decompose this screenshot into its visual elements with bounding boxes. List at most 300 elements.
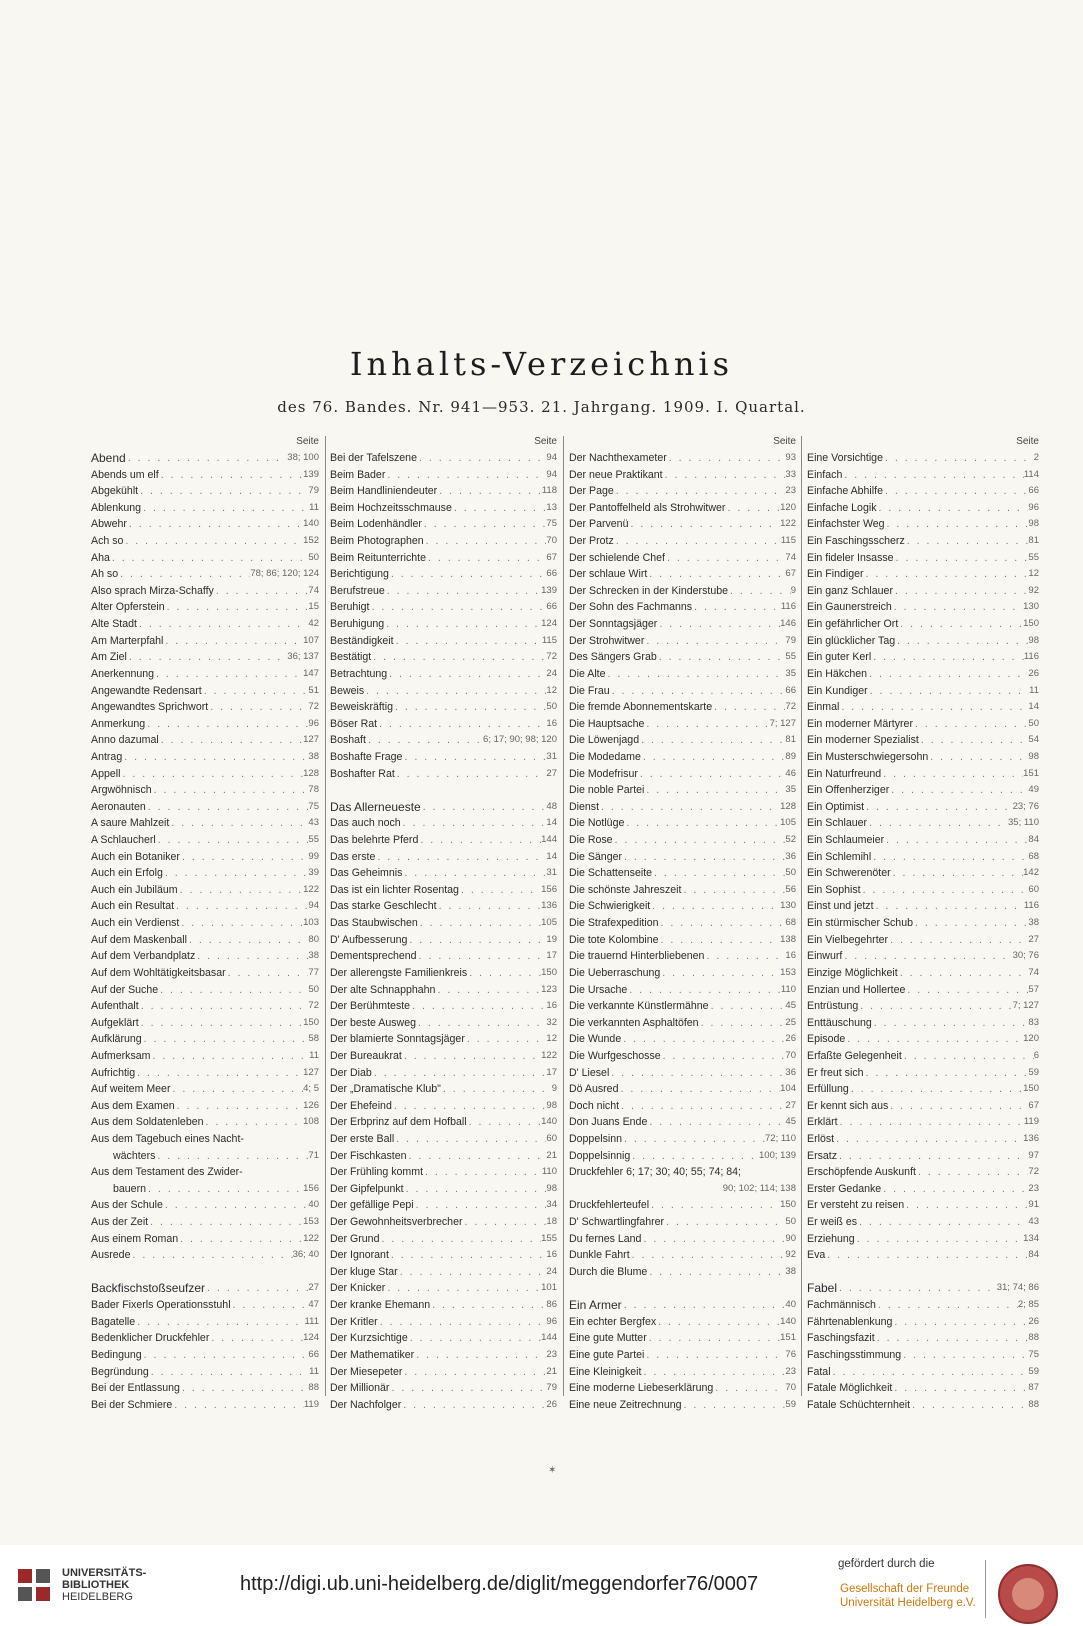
dot-leader	[202, 683, 309, 700]
entry-title: Das Allerneueste	[330, 799, 421, 814]
dot-leader	[366, 732, 483, 749]
index-entry	[330, 699, 557, 716]
entry-page-number: 96	[1028, 501, 1039, 513]
index-entry	[807, 782, 1039, 799]
entry-page-number: 84	[1028, 1249, 1039, 1261]
entry-title: Ein Musterschwiegersohn	[807, 750, 929, 763]
entry-page-number: 12	[546, 1033, 557, 1045]
entry-title: Die verkannte Künstlermähne	[569, 1000, 709, 1013]
index-entry	[91, 799, 319, 816]
entry-title: Der Fischkasten	[330, 1149, 407, 1162]
entry-page-number: 71	[308, 1149, 319, 1161]
index-entry	[330, 1015, 557, 1032]
entry-title: Die Alte	[569, 667, 606, 680]
entry-page-number: 93	[785, 452, 796, 463]
entry-title: Druckfehler 6; 17; 30; 40; 55; 74; 84;	[569, 1166, 741, 1179]
entry-title: Ah so	[91, 568, 119, 581]
entry-page-number: 150	[541, 966, 557, 978]
index-entry	[807, 699, 1039, 716]
dot-leader	[180, 849, 308, 866]
entry-page-number: 4; 5	[303, 1083, 319, 1095]
index-entry	[807, 566, 1039, 583]
dot-leader	[627, 982, 781, 999]
entry-page-number: 144	[541, 1332, 557, 1344]
index-entry	[91, 1247, 319, 1264]
entry-page-number: 46	[785, 767, 796, 779]
index-entry	[91, 1098, 319, 1115]
entry-title: Das ist ein lichter Rosentag	[330, 883, 459, 896]
dot-leader	[402, 749, 546, 766]
entry-title: Aus dem Testament des Zwider-	[91, 1166, 243, 1179]
dot-leader	[393, 699, 546, 716]
entry-title: Beim Lodenhändler	[330, 518, 422, 531]
entry-title: Die Wurfgeschosse	[569, 1049, 661, 1062]
entry-title: Ein Schlaumeier	[807, 834, 885, 847]
dot-leader	[831, 1364, 1029, 1381]
entry-page-number: 124	[303, 1332, 319, 1344]
dot-leader	[385, 1280, 541, 1297]
index-entry	[330, 516, 557, 533]
entry-title: Aha	[91, 551, 110, 564]
entry-title: Der allerengste Familienkreis	[330, 966, 468, 979]
index-entry	[91, 1214, 319, 1231]
index-entry	[91, 782, 319, 799]
entry-title: Einzige Möglichkeit	[807, 966, 898, 979]
entry-title: Faschingsstimmung	[807, 1348, 902, 1361]
entry-title: Einfache Logik	[807, 501, 877, 514]
entry-page-number: 118	[541, 485, 557, 497]
entry-page-number: 115	[780, 535, 796, 547]
entry-page-number: 39	[308, 867, 319, 879]
index-entry	[569, 1231, 796, 1248]
index-entry	[807, 1247, 1039, 1264]
dot-leader	[656, 1314, 780, 1331]
entry-page-number: 66	[785, 684, 796, 696]
entry-page-number: 40	[785, 1299, 796, 1311]
entry-page-number: 79	[308, 485, 319, 497]
dot-leader	[641, 749, 786, 766]
entry-page-number: 14	[546, 817, 557, 829]
dot-leader	[665, 550, 785, 567]
entry-title: Enzian und Hollertee	[807, 983, 906, 996]
dot-leader	[195, 948, 308, 965]
entry-page-number: 34	[546, 1199, 557, 1211]
index-entry	[569, 1015, 796, 1032]
index-entry	[569, 699, 796, 716]
entry-title: Einst und jetzt	[807, 900, 874, 913]
index-entry	[91, 1347, 319, 1364]
entry-page-number: 66	[546, 601, 557, 613]
entry-page-number: 17	[546, 950, 557, 962]
entry-title: Aufklärung	[91, 1033, 142, 1046]
index-entry	[330, 1280, 557, 1297]
index-entry	[569, 1380, 796, 1397]
index-entry	[807, 1164, 1039, 1181]
entry-page-number: 38	[1028, 917, 1039, 929]
entry-title: Doppelsinnig	[569, 1149, 631, 1162]
dot-leader	[647, 1264, 785, 1281]
dot-leader	[641, 1364, 785, 1381]
entry-page-number: 122	[780, 518, 796, 530]
entry-page-number: 139	[541, 584, 557, 596]
index-entry	[807, 649, 1039, 666]
index-entry	[807, 766, 1039, 783]
index-entry	[569, 766, 796, 783]
entry-title: Die Schwierigkeit	[569, 900, 651, 913]
entry-page-number: 38	[785, 1265, 796, 1277]
index-entry	[91, 467, 319, 484]
index-entry	[807, 1330, 1039, 1347]
dot-leader	[122, 749, 308, 766]
index-column-1	[91, 436, 319, 1413]
dot-leader	[120, 766, 303, 783]
dot-leader	[384, 616, 541, 633]
entry-page-number: 50	[785, 867, 796, 879]
dot-leader	[893, 583, 1028, 600]
digital-url-link[interactable]: http://digi.ub.uni-heidelberg.de/diglit/meggendorfer76/0007	[240, 1573, 759, 1595]
entry-title: Eine gute Mutter	[569, 1332, 647, 1345]
entry-page-number: 75	[1028, 1348, 1039, 1360]
entry-page-number: 110	[541, 1166, 557, 1178]
entry-page-number: 38	[308, 750, 319, 762]
entry-title: Berichtigung	[330, 568, 389, 581]
index-entry	[807, 1015, 1039, 1032]
dot-leader	[159, 467, 303, 484]
dot-leader	[379, 1231, 541, 1248]
entry-page-number: 50	[308, 551, 319, 563]
entry-title: Beweiskräftig	[330, 701, 393, 714]
index-entry	[569, 998, 796, 1015]
index-entry	[569, 649, 796, 666]
index-entry	[91, 1280, 319, 1297]
index-entry	[569, 1164, 796, 1181]
index-entry	[330, 1031, 557, 1048]
index-entry	[330, 1114, 557, 1131]
entry-title: Boshafter Rat	[330, 767, 395, 780]
entry-page-number: 88	[308, 1382, 319, 1394]
index-entry	[91, 1330, 319, 1347]
dot-leader	[861, 882, 1029, 899]
column-divider	[325, 436, 326, 1396]
dot-leader	[867, 815, 1008, 832]
index-entry	[330, 1397, 557, 1414]
index-entry	[91, 1231, 319, 1248]
entry-title: Bedenklicher Druckfehler	[91, 1332, 210, 1345]
entry-page-number: 27	[546, 767, 557, 779]
index-entry	[91, 633, 319, 650]
dot-leader	[135, 1314, 304, 1331]
entry-page-number: 54	[1028, 734, 1039, 746]
entry-page-number: 60	[1028, 883, 1039, 895]
entry-title: Bei der Tafelszene	[330, 452, 417, 464]
entry-page-number: 59	[1028, 1066, 1039, 1078]
entry-title: Beim Bader	[330, 468, 386, 481]
entry-page-number: 58	[308, 1033, 319, 1045]
entry-title: Aus der Schule	[91, 1199, 163, 1212]
dot-leader	[644, 782, 785, 799]
dot-leader	[692, 599, 781, 616]
dot-leader	[868, 683, 1029, 700]
index-entry	[569, 450, 796, 467]
entry-page-number: 90; 102; 114; 138	[722, 1182, 796, 1194]
entry-title: Aufenthalt	[91, 1000, 139, 1013]
dot-leader	[146, 1181, 303, 1198]
entry-title: A Schlaucherl	[91, 834, 156, 847]
dot-leader	[404, 1181, 547, 1198]
entry-page-number: 90	[785, 1232, 796, 1244]
entry-title: Aufmerksam	[91, 1049, 151, 1062]
section-gap	[91, 1264, 319, 1281]
dot-leader	[127, 516, 303, 533]
entry-title: Ein glücklicher Tag	[807, 634, 896, 647]
index-entry	[91, 982, 319, 999]
dot-leader	[392, 1098, 547, 1115]
index-entry	[91, 815, 319, 832]
entry-page-number: 80	[308, 933, 319, 945]
entry-page-number: 11	[309, 501, 319, 513]
dot-leader	[845, 1031, 1023, 1048]
dot-leader	[209, 1330, 303, 1347]
entry-title: Die noble Partei	[569, 784, 645, 797]
dot-leader	[126, 450, 288, 467]
entry-title: Der Millionär	[330, 1382, 390, 1395]
dot-leader	[905, 533, 1029, 550]
library-name-line: BIBLIOTHEK	[62, 1579, 130, 1591]
index-entry	[91, 898, 319, 915]
dot-leader	[416, 1015, 546, 1032]
index-entry	[91, 1164, 319, 1181]
index-entry	[330, 832, 557, 849]
index-entry	[91, 1314, 319, 1331]
library-name-line: HEIDELBERG	[62, 1591, 133, 1603]
dot-leader	[174, 898, 308, 915]
dot-leader	[163, 633, 303, 650]
index-entry	[330, 716, 557, 733]
entry-page-number: 89	[785, 750, 796, 762]
entry-title: Ein echter Bergfex	[569, 1315, 657, 1328]
entry-page-number: 144	[541, 834, 557, 846]
sponsor-name	[840, 1582, 976, 1610]
index-entry	[91, 616, 319, 633]
entry-page-number: 50	[546, 701, 557, 713]
entry-title: Eva	[807, 1249, 826, 1262]
entry-title: Ein Armer	[569, 1298, 622, 1313]
entry-page-number: 21	[546, 1365, 557, 1377]
index-entry	[807, 998, 1039, 1015]
entry-page-number: 38	[308, 950, 319, 962]
index-entry	[330, 965, 557, 982]
dot-leader	[905, 982, 1028, 999]
dot-leader	[618, 1081, 780, 1098]
entry-title: Der Knicker	[330, 1282, 386, 1295]
entry-title: Der alte Schnapphahn	[330, 983, 436, 996]
dot-leader	[407, 1148, 547, 1165]
entry-title: Die Rose	[569, 834, 613, 847]
dot-leader	[898, 965, 1029, 982]
dot-leader	[622, 849, 785, 866]
index-entry	[569, 616, 796, 633]
index-entry	[91, 1297, 319, 1314]
dot-leader	[657, 616, 780, 633]
entry-title: Eine neue Zeitrechnung	[569, 1398, 682, 1411]
entry-title: Aus dem Tagebuch eines Nacht-	[91, 1132, 244, 1145]
dot-leader	[169, 815, 308, 832]
index-entry	[807, 450, 1039, 467]
index-entry	[330, 882, 557, 899]
entry-title: Er kennt sich aus	[807, 1099, 889, 1112]
entry-page-number: 108	[303, 1116, 319, 1128]
entry-page-number: 51	[308, 684, 319, 696]
index-entry	[569, 566, 796, 583]
entry-page-number: 66	[546, 568, 557, 580]
entry-title: Aeronauten	[91, 800, 146, 813]
dot-leader	[377, 716, 546, 733]
entry-title: Alte Stadt	[91, 618, 137, 631]
index-entry	[569, 1197, 796, 1214]
entry-title: Der Kritler	[330, 1315, 378, 1328]
entry-page-number: 104	[780, 1083, 796, 1095]
entry-title: Ein Naturfreund	[807, 767, 882, 780]
dot-leader	[849, 1081, 1023, 1098]
index-entry	[569, 1181, 796, 1198]
section-gap	[330, 782, 557, 799]
entry-page-number: 26	[1028, 1315, 1039, 1327]
entry-title: Ach so	[91, 535, 124, 548]
dot-leader	[644, 633, 785, 650]
entry-page-number: 151	[1023, 767, 1039, 779]
dot-leader	[622, 1131, 765, 1148]
index-entry	[569, 633, 796, 650]
entry-title: D' Schwartlingfahrer	[569, 1216, 665, 1229]
dot-leader	[889, 782, 1028, 799]
dot-leader	[158, 982, 308, 999]
entry-title: Alter Opferstein	[91, 601, 165, 614]
index-entry	[807, 500, 1039, 517]
index-entry	[91, 450, 319, 467]
entry-title: Aus dem Soldatenleben	[91, 1116, 204, 1129]
dot-leader	[699, 1015, 786, 1032]
index-entry	[91, 1015, 319, 1032]
dot-leader	[659, 932, 781, 949]
index-entry	[330, 1197, 557, 1214]
index-entry	[807, 1048, 1039, 1065]
entry-title: Der Frühling kommt	[330, 1166, 424, 1179]
index-entry	[569, 849, 796, 866]
entry-page-number: 16	[546, 1000, 557, 1012]
dot-leader	[437, 483, 542, 500]
entry-page-number: 94	[546, 468, 557, 480]
entry-page-number: 6; 17; 90; 98; 120	[483, 734, 557, 746]
dot-leader	[888, 1098, 1028, 1115]
entry-page-number: 96	[308, 717, 319, 729]
column-divider	[801, 436, 802, 1396]
dot-leader	[649, 1197, 780, 1214]
entry-title: Aus dem Examen	[91, 1099, 175, 1112]
entry-title: Doppelsinn	[569, 1132, 623, 1145]
entry-page-number: 74	[1028, 966, 1039, 978]
dot-leader	[421, 799, 547, 816]
seite-label: Seite	[296, 436, 319, 447]
entry-page-number: 115	[541, 634, 557, 646]
dot-leader	[639, 732, 785, 749]
index-entry	[807, 1098, 1039, 1115]
index-entry	[807, 832, 1039, 849]
dot-leader	[713, 1380, 785, 1397]
index-entry	[91, 699, 319, 716]
dot-leader	[599, 799, 780, 816]
entry-title: Ein ganz Schlauer	[807, 584, 893, 597]
entry-title: A saure Mahlzeit	[91, 817, 170, 830]
entry-page-number: 35	[785, 784, 796, 796]
entry-page-number: 2; 85	[1017, 1299, 1039, 1311]
index-entry	[330, 500, 557, 517]
footer-bar	[0, 1545, 1083, 1626]
dot-leader	[141, 500, 309, 517]
sponsor-caption: gefördert durch die	[838, 1558, 935, 1570]
index-entry	[91, 849, 319, 866]
entry-page-number: 23	[785, 485, 796, 497]
dot-leader	[214, 583, 309, 600]
entry-title: Berufstreue	[330, 584, 385, 597]
index-entry	[807, 1065, 1039, 1082]
dot-leader	[614, 483, 786, 500]
footer-divider	[985, 1560, 986, 1618]
entry-title: Aufrichtig	[91, 1066, 136, 1079]
entry-title: Ein Optimist	[807, 800, 865, 813]
index-entry	[91, 533, 319, 550]
dot-leader	[661, 1048, 786, 1065]
dot-leader	[418, 832, 541, 849]
entry-title: Ein stürmischer Schub	[807, 917, 913, 930]
dot-leader	[628, 516, 780, 533]
dot-leader	[916, 1164, 1028, 1181]
index-entry	[330, 732, 557, 749]
index-entry	[569, 1264, 796, 1281]
entry-title: Begründung	[91, 1365, 149, 1378]
entry-title: Die Modefrisur	[569, 767, 638, 780]
page-subtitle: des 76. Bandes. Nr. 941—953. 21. Jahrgang. 1909. I. Quartal.	[277, 398, 806, 416]
entry-title: Bagatelle	[91, 1315, 136, 1328]
entry-title: Einmal	[807, 701, 840, 714]
index-entry	[330, 815, 557, 832]
index-entry	[330, 616, 557, 633]
index-entry	[569, 599, 796, 616]
entry-page-number: 130	[1023, 601, 1039, 613]
entry-page-number: 67	[546, 551, 557, 563]
entry-title: Der beste Ausweg	[330, 1016, 416, 1029]
index-entry	[569, 1098, 796, 1115]
index-entry	[807, 483, 1039, 500]
entry-page-number: 119	[303, 1398, 319, 1410]
dot-leader	[647, 566, 785, 583]
dot-leader	[884, 832, 1028, 849]
entry-title: Er versteht zu reisen	[807, 1199, 905, 1212]
entry-page-number: 7; 127	[1012, 1000, 1039, 1012]
dot-leader	[837, 1148, 1028, 1165]
dot-leader	[638, 766, 786, 783]
dot-leader	[422, 516, 547, 533]
entry-title: Die Modedame	[569, 750, 641, 763]
entry-page-number: 59	[1028, 1365, 1039, 1377]
entry-page-number: 70	[785, 1049, 796, 1061]
entry-title: Beim Reitunterrichte	[330, 551, 426, 564]
dot-leader	[682, 1397, 786, 1414]
entry-title: Der Nachthexameter	[569, 452, 667, 464]
entry-page-number: 72; 110	[765, 1132, 796, 1144]
index-entry	[807, 1280, 1039, 1297]
index-entry	[807, 616, 1039, 633]
entry-page-number: 12	[1028, 568, 1039, 580]
